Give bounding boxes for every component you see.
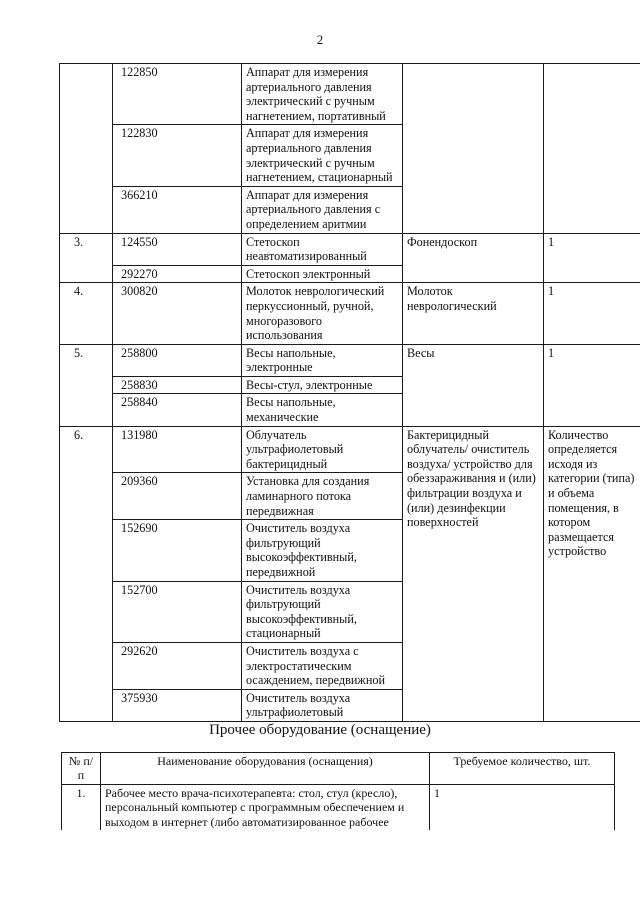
row-number: 3. <box>60 233 113 283</box>
row-number: 4. <box>60 283 113 344</box>
item-code: 258800 <box>113 344 242 376</box>
item-code: 258830 <box>113 376 242 394</box>
required-quantity: 1 <box>544 283 640 344</box>
category-name: Молоток неврологический <box>403 283 544 344</box>
required-quantity: 1 <box>430 784 615 830</box>
required-quantity: Количество определяется исходя из категории (типа) и объема помещения, в котором размещается устройство <box>544 426 640 721</box>
item-name: Стетоскоп электронный <box>242 265 403 283</box>
category-name: Весы <box>403 344 544 426</box>
category-name <box>403 64 544 234</box>
item-name: Облучатель ультрафиолетовый бактерицидный <box>242 426 403 473</box>
item-name: Весы напольные, механические <box>242 394 403 426</box>
header-qty: Требуемое количество, шт. <box>430 753 615 785</box>
item-code: 366210 <box>113 186 242 233</box>
item-name: Весы напольные, электронные <box>242 344 403 376</box>
equipment-table <box>59 63 640 722</box>
table-row <box>60 344 640 376</box>
required-quantity: 1 <box>544 233 640 283</box>
row-number <box>60 64 113 234</box>
item-code: 122850 <box>113 64 242 125</box>
item-name: Стетоскоп неавтоматизированный <box>242 233 403 265</box>
item-name: Рабочее место врача-психотерапевта: стол, стул (кресло), персональный компьютер с программным обеспечением и выходом в интернет (либо автоматизированное рабочее <box>101 784 430 830</box>
category-name: Фонендоскоп <box>403 233 544 283</box>
item-name: Аппарат для измерения артериального давления с определением аритмии <box>242 186 403 233</box>
table-header-row <box>62 753 615 785</box>
item-code: 300820 <box>113 283 242 344</box>
item-code: 375930 <box>113 689 242 721</box>
table-row <box>60 64 640 125</box>
row-number: 5. <box>60 344 113 426</box>
item-name: Очиститель воздуха ультрафиолетовый <box>242 689 403 721</box>
item-name: Установка для создания ламинарного потока передвижная <box>242 473 403 520</box>
item-code: 292270 <box>113 265 242 283</box>
required-quantity: 1 <box>544 344 640 426</box>
item-name: Аппарат для измерения артериального давления электрический с ручным нагнетением, портативный <box>242 64 403 125</box>
item-name: Молоток неврологический перкуссионный, ручной, многоразового использования <box>242 283 403 344</box>
category-name: Бактерицидный облучатель/ очиститель воздуха/ устройство для обеззараживания и (или) фильтрации воздуха и (или) дезинфекции поверхностей <box>403 426 544 721</box>
item-code: 124550 <box>113 233 242 265</box>
item-code: 152700 <box>113 581 242 642</box>
table-row <box>60 426 640 473</box>
item-name: Весы-стул, электронные <box>242 376 403 394</box>
item-name: Очиститель воздуха фильтрующий высокоэффективный, передвижной <box>242 520 403 581</box>
item-code: 209360 <box>113 473 242 520</box>
item-code: 122830 <box>113 125 242 186</box>
item-code: 131980 <box>113 426 242 473</box>
row-number: 1. <box>62 784 101 830</box>
table-row <box>62 784 615 830</box>
header-num: № п/п <box>62 753 101 785</box>
section-title: Прочее оборудование (оснащение) <box>209 722 431 738</box>
item-name: Очиститель воздуха с электростатическим осаждением, передвижной <box>242 642 403 689</box>
required-quantity <box>544 64 640 234</box>
item-name: Аппарат для измерения артериального давления электрический с ручным нагнетением, стационарный <box>242 125 403 186</box>
other-equipment-table <box>61 752 615 830</box>
item-name: Очиститель воздуха фильтрующий высокоэффективный, стационарный <box>242 581 403 642</box>
item-code: 292620 <box>113 642 242 689</box>
header-name: Наименование оборудования (оснащения) <box>101 753 430 785</box>
item-code: 258840 <box>113 394 242 426</box>
page-number: 2 <box>316 32 324 47</box>
item-code: 152690 <box>113 520 242 581</box>
table-row <box>60 283 640 344</box>
row-number: 6. <box>60 426 113 721</box>
table-row <box>60 233 640 265</box>
